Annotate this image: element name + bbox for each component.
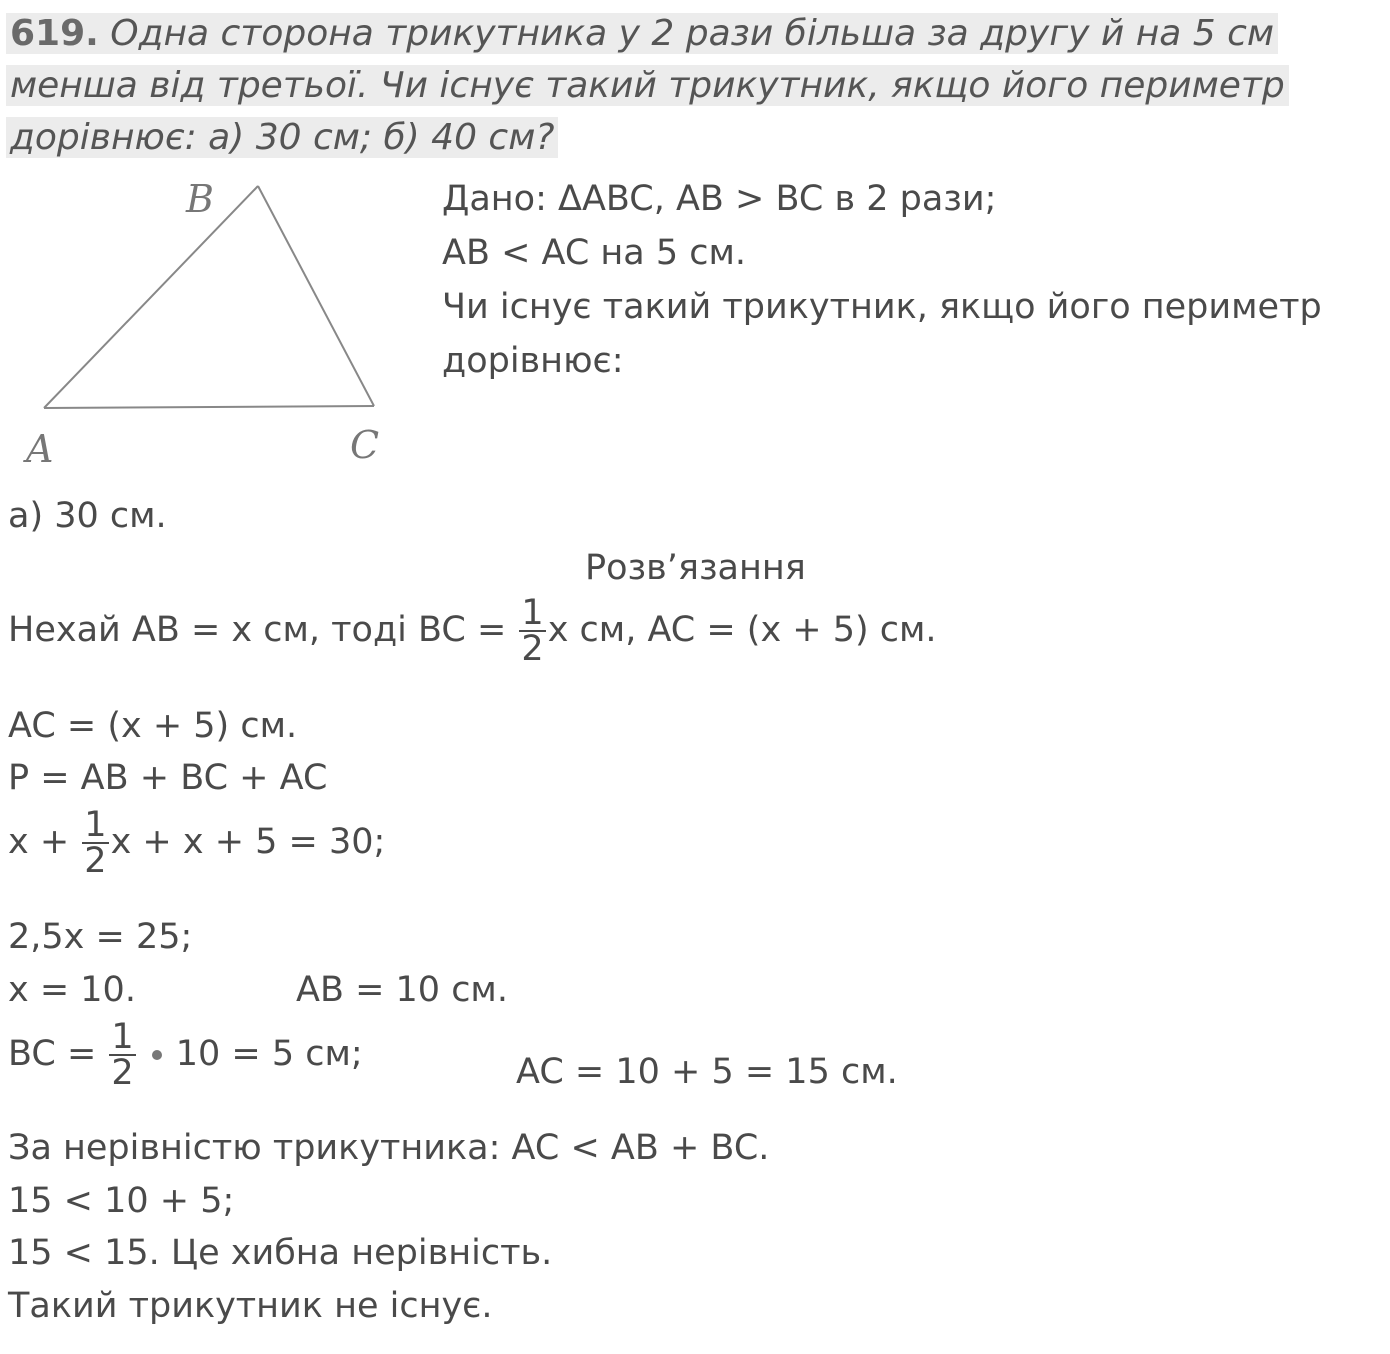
given-line-2: AB < AC на 5 см. [442, 233, 747, 273]
solution-line-4: x + $\frac{1}{2}$ x + x + 5 = 30; [8, 805, 386, 881]
vertex-label-c: C [350, 423, 380, 467]
side-ac [44, 406, 374, 408]
given-line-4: дорівнює: [442, 341, 624, 381]
solution-line-5: 2,5x = 25; [8, 917, 193, 957]
given-line-3: Чи існує такий трикутник, якщо його периметр [442, 287, 1322, 327]
multiply-dot [152, 1050, 162, 1060]
vertex-label-b: B [186, 177, 214, 221]
solution-title: Розв’язання [585, 548, 806, 588]
fraction-half: $\frac{1}{2}$ [111, 1017, 134, 1093]
triangle-figure [20, 170, 400, 470]
part-a-label: а) 30 см. [8, 496, 167, 536]
solution-line-3: P = AB + BC + AC [8, 758, 328, 798]
solution-line-7-right: AC = 10 + 5 = 15 см. [516, 1052, 898, 1092]
solution-line-6-left: x = 10. [8, 970, 136, 1010]
solution-line-8: За нерівністю трикутника: AC < AB + BC. [8, 1128, 770, 1168]
fraction-half: $\frac{1}{2}$ [521, 593, 544, 669]
problem-line-1: 619. Одна сторона трикутника у 2 рази більша за другу й на 5 см [6, 13, 1278, 54]
fraction-half: $\frac{1}{2}$ [84, 805, 107, 881]
side-bc [258, 186, 374, 406]
solution-line-1: Нехай AB = x см, тоді BC = $\frac{1}{2}$ x см, AC = (x + 5) см. [8, 593, 937, 669]
problem-number: 619. [10, 13, 99, 54]
solution-line-10: 15 < 15. Це хибна нерівність. [8, 1233, 553, 1273]
given-line-1: Дано: ΔABC, AB > BC в 2 рази; [442, 179, 997, 219]
solution-line-2: AC = (x + 5) см. [8, 706, 298, 746]
solution-line-7: BC = $\frac{1}{2}$ 10 = 5 см; [8, 1017, 363, 1093]
problem-statement [6, 8, 1324, 164]
vertex-label-a: A [26, 427, 54, 470]
side-ab [44, 186, 258, 408]
problem-line-3: дорівнює: а) 30 см; б) 40 см? [6, 117, 558, 158]
given-block [442, 172, 1322, 388]
problem-line-2: менша від третьої. Чи існує такий трикутник, якщо його периметр [6, 65, 1289, 106]
solution-line-6-right: AB = 10 см. [296, 970, 508, 1010]
solution-line-9: 15 < 10 + 5; [8, 1181, 235, 1221]
solution-line-11: Такий трикутник не існує. [8, 1286, 493, 1326]
